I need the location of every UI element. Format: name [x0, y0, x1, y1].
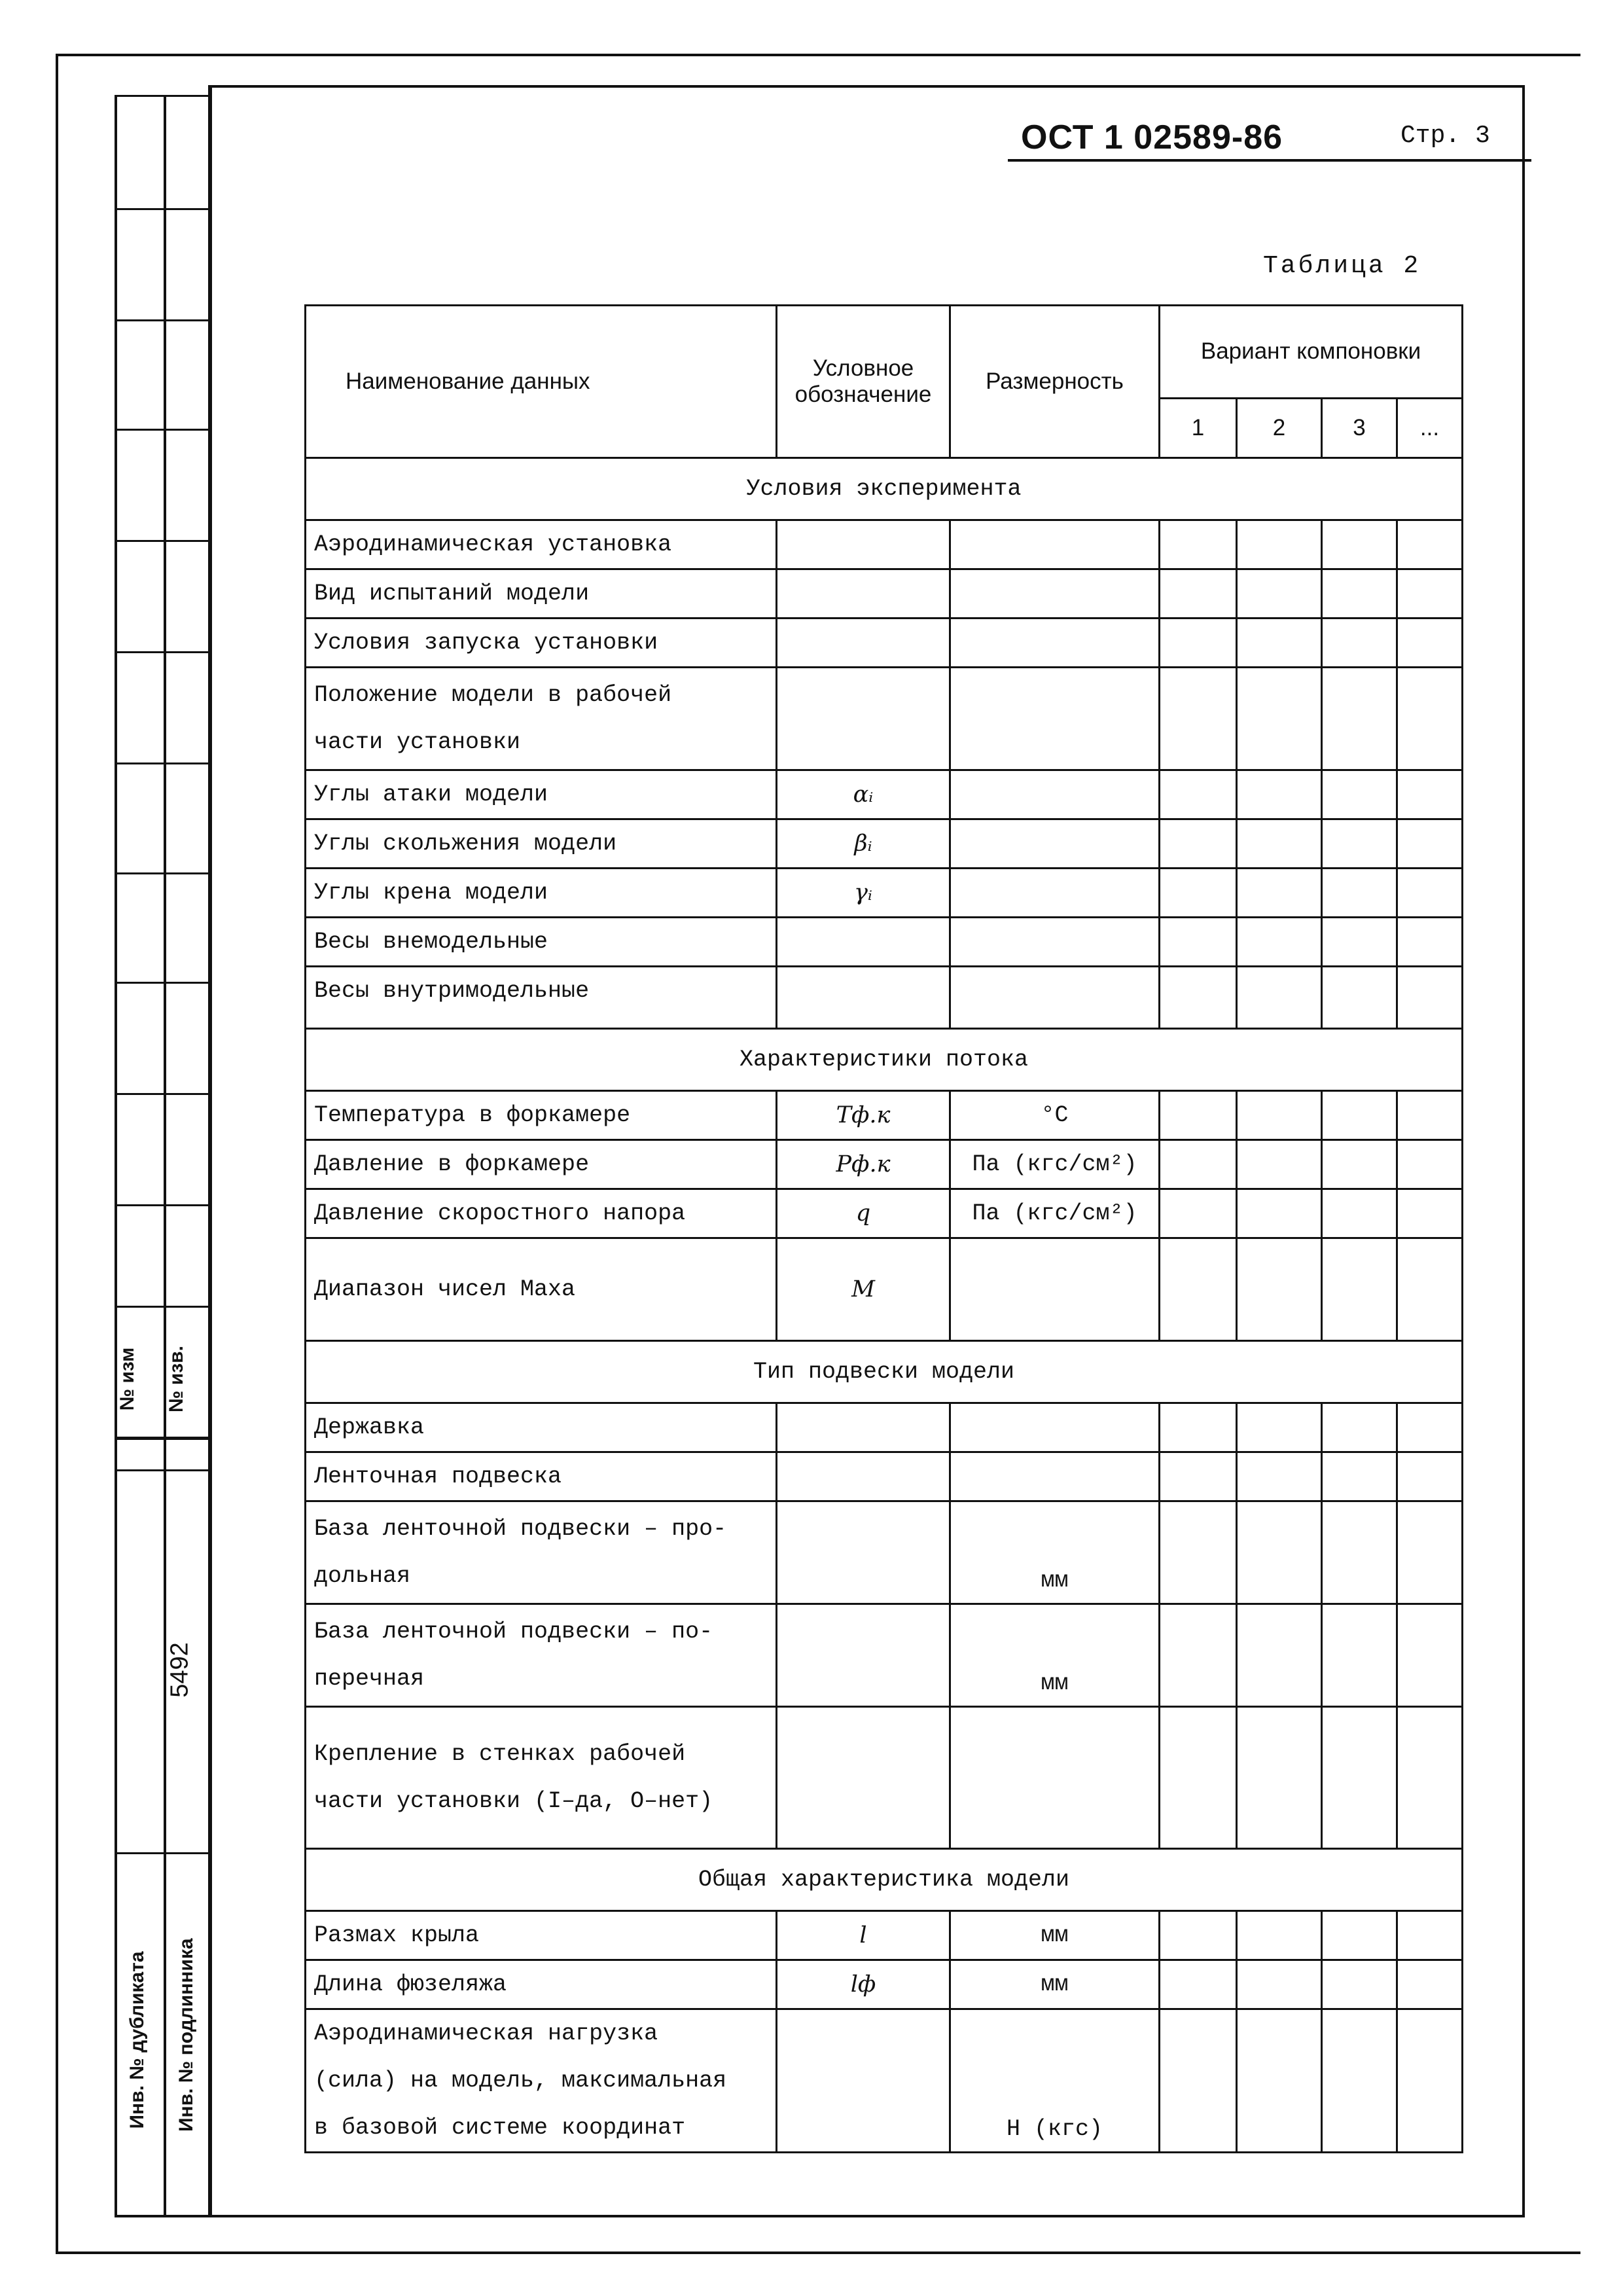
variant-cell[interactable]: [1237, 1238, 1322, 1341]
variant-cell[interactable]: [1237, 819, 1322, 869]
table-row: [306, 1707, 1463, 1849]
variant-cell[interactable]: [1322, 1501, 1397, 1604]
variant-cell[interactable]: [1397, 1238, 1463, 1341]
section-title: Общая характеристика модели: [306, 1849, 1463, 1911]
row-name: Ленточная подвеска: [306, 1452, 777, 1501]
row-dimension: мм: [950, 1911, 1160, 1960]
variant-cell[interactable]: [1397, 668, 1463, 770]
variant-cell[interactable]: [1237, 1452, 1322, 1501]
variant-cell[interactable]: [1397, 918, 1463, 967]
row-name: Положение модели в рабочей части установки: [306, 668, 777, 770]
row-symbol: [777, 668, 950, 770]
table-row: [306, 770, 1463, 819]
variant-cell[interactable]: [1397, 569, 1463, 619]
table-row: [306, 1238, 1463, 1341]
variant-cell[interactable]: [1322, 619, 1397, 668]
variant-cell[interactable]: [1397, 1091, 1463, 1140]
row-name: Температура в форкамере: [306, 1091, 777, 1140]
stamp-strip-top: [115, 95, 211, 97]
row-dimension: мм: [950, 1604, 1160, 1707]
variant-cell[interactable]: [1237, 1140, 1322, 1189]
stamp-divider: [115, 762, 211, 764]
variant-cell[interactable]: [1322, 1238, 1397, 1341]
row-symbol: [777, 1707, 950, 1849]
stamp-divider: [115, 1093, 211, 1095]
header-row: [306, 306, 1463, 399]
table-body: [306, 306, 1463, 2153]
table-row: [306, 1452, 1463, 1501]
stamp-strip-left: [115, 95, 117, 2215]
variant-cell[interactable]: [1397, 520, 1463, 569]
variant-cell[interactable]: [1322, 918, 1397, 967]
row-symbol: βᵢ: [777, 819, 950, 869]
variant-cell[interactable]: [1322, 1911, 1397, 1960]
row-name: Аэродинамическая установка: [306, 520, 777, 569]
variant-cell[interactable]: [1160, 619, 1237, 668]
section-row: [306, 1029, 1463, 1091]
variant-cell[interactable]: [1160, 1189, 1237, 1238]
variant-cell[interactable]: [1237, 2009, 1322, 2153]
row-dimension: мм: [950, 1501, 1160, 1604]
header-variant-2: 2: [1237, 398, 1322, 457]
row-symbol: q: [777, 1189, 950, 1238]
row-symbol: [777, 967, 950, 1029]
stamp-label-no-izm: № изм: [116, 1347, 138, 1411]
row-symbol: [777, 1403, 950, 1452]
variant-cell[interactable]: [1160, 1604, 1237, 1707]
header-name: Наименование данных: [306, 306, 777, 458]
variant-cell[interactable]: [1322, 1604, 1397, 1707]
row-dimension: [950, 1238, 1160, 1341]
variant-cell[interactable]: [1160, 1501, 1237, 1604]
variant-cell[interactable]: [1397, 869, 1463, 918]
row-symbol: [777, 1501, 950, 1604]
variant-cell[interactable]: [1322, 1140, 1397, 1189]
inner-frame-top: [209, 85, 1525, 88]
page-number: Стр. 3: [1400, 122, 1490, 150]
table-row: [306, 1403, 1463, 1452]
variant-cell[interactable]: [1397, 2009, 1463, 2153]
table-row: [306, 869, 1463, 918]
row-symbol: [777, 918, 950, 967]
variant-cell[interactable]: [1160, 2009, 1237, 2153]
row-name: Крепление в стенках рабочей части установки (I–да, О–нет): [306, 1707, 777, 1849]
variant-cell[interactable]: [1237, 1091, 1322, 1140]
header-symbol: Условное обозначение: [777, 306, 950, 458]
inner-frame-bottom: [115, 2215, 1525, 2217]
row-dimension: [950, 668, 1160, 770]
row-name: Весы внемодельные: [306, 918, 777, 967]
variant-cell[interactable]: [1237, 1501, 1322, 1604]
row-dimension: [950, 967, 1160, 1029]
variant-cell[interactable]: [1160, 1452, 1237, 1501]
row-name: База ленточной подвески – про- дольная: [306, 1501, 777, 1604]
section-title: Тип подвески модели: [306, 1341, 1463, 1403]
variant-cell[interactable]: [1322, 1189, 1397, 1238]
variant-cell[interactable]: [1237, 1403, 1322, 1452]
table-row: [306, 2009, 1463, 2153]
variant-cell[interactable]: [1397, 1604, 1463, 1707]
variant-cell[interactable]: [1237, 1911, 1322, 1960]
inner-frame-left: [208, 85, 212, 2216]
variant-cell[interactable]: [1397, 1403, 1463, 1452]
variant-cell[interactable]: [1397, 770, 1463, 819]
row-dimension: °C: [950, 1091, 1160, 1140]
variant-cell[interactable]: [1237, 1960, 1322, 2009]
row-symbol: γᵢ: [777, 869, 950, 918]
row-name: Размах крыла: [306, 1911, 777, 1960]
table-row: [306, 1501, 1463, 1604]
variant-cell[interactable]: [1397, 1140, 1463, 1189]
variant-cell[interactable]: [1322, 520, 1397, 569]
table-row: [306, 1189, 1463, 1238]
row-name: Державка: [306, 1403, 777, 1452]
stamp-label-inv-podlinnika: Инв. № подлинника: [175, 1938, 197, 2132]
data-table: [304, 304, 1463, 2153]
row-dimension: Па (кгс/см²): [950, 1140, 1160, 1189]
variant-cell[interactable]: [1322, 2009, 1397, 2153]
variant-cell[interactable]: [1397, 1707, 1463, 1849]
variant-cell[interactable]: [1322, 967, 1397, 1029]
variant-cell[interactable]: [1237, 869, 1322, 918]
stamp-divider: [115, 1852, 211, 1854]
variant-cell[interactable]: [1160, 869, 1237, 918]
variant-cell[interactable]: [1397, 1960, 1463, 2009]
row-symbol: [777, 1452, 950, 1501]
inner-frame-right: [1522, 85, 1525, 2216]
variant-cell[interactable]: [1397, 619, 1463, 668]
row-symbol: αᵢ: [777, 770, 950, 819]
row-name: Вид испытаний модели: [306, 569, 777, 619]
row-dimension: [950, 1403, 1160, 1452]
row-dimension: [950, 1707, 1160, 1849]
row-name: Весы внутримодельные: [306, 967, 777, 1029]
row-name: Условия запуска установки: [306, 619, 777, 668]
variant-cell[interactable]: [1322, 1403, 1397, 1452]
variant-cell[interactable]: [1322, 1091, 1397, 1140]
row-dimension: [950, 619, 1160, 668]
row-dimension: Па (кгс/см²): [950, 1189, 1160, 1238]
document-code: ОСТ 1 02589-86: [1021, 118, 1283, 156]
table-row: [306, 1091, 1463, 1140]
row-dimension: [950, 569, 1160, 619]
variant-cell[interactable]: [1160, 1403, 1237, 1452]
section-row: [306, 1849, 1463, 1911]
variant-cell[interactable]: [1160, 819, 1237, 869]
variant-cell[interactable]: [1237, 520, 1322, 569]
section-title: Условия эксперимента: [306, 458, 1463, 520]
row-symbol: Pф.к: [777, 1140, 950, 1189]
section-title: Характеристики потока: [306, 1029, 1463, 1091]
table-row: [306, 819, 1463, 869]
table-row: [306, 1911, 1463, 1960]
variant-cell[interactable]: [1322, 1960, 1397, 2009]
row-dimension: Н (кгс): [950, 2009, 1160, 2153]
table-row: [306, 668, 1463, 770]
variant-cell[interactable]: [1322, 819, 1397, 869]
outer-frame-bottom: [56, 2251, 1580, 2254]
table-caption: Таблица 2: [1263, 252, 1421, 280]
variant-cell[interactable]: [1237, 1189, 1322, 1238]
stamp-divider: [115, 429, 211, 431]
stamp-divider: [115, 1306, 211, 1308]
variant-cell[interactable]: [1160, 1707, 1237, 1849]
variant-cell[interactable]: [1237, 1707, 1322, 1849]
stamp-divider: [115, 208, 211, 210]
row-name: База ленточной подвески – по- перечная: [306, 1604, 777, 1707]
variant-cell[interactable]: [1160, 520, 1237, 569]
table-row: [306, 1960, 1463, 2009]
row-dimension: [950, 869, 1160, 918]
row-symbol: Tф.к: [777, 1091, 950, 1140]
stamp-divider: [115, 1437, 211, 1440]
row-symbol: [777, 619, 950, 668]
outer-frame-left: [56, 54, 58, 2253]
variant-cell[interactable]: [1160, 1091, 1237, 1140]
stamp-divider: [115, 319, 211, 321]
stamp-divider: [115, 540, 211, 542]
table-row: [306, 1604, 1463, 1707]
header-underline: [1008, 159, 1531, 162]
variant-cell[interactable]: [1322, 770, 1397, 819]
row-symbol: [777, 2009, 950, 2153]
section-row: [306, 458, 1463, 520]
row-name: Углы атаки модели: [306, 770, 777, 819]
variant-cell[interactable]: [1397, 819, 1463, 869]
header-variant-1: 1: [1160, 398, 1237, 457]
variant-cell[interactable]: [1397, 967, 1463, 1029]
row-dimension: [950, 918, 1160, 967]
variant-cell[interactable]: [1160, 668, 1237, 770]
variant-cell[interactable]: [1322, 1452, 1397, 1501]
stamp-label-inv-dublikata: Инв. № дубликата: [126, 1951, 148, 2129]
variant-cell[interactable]: [1397, 1911, 1463, 1960]
variant-cell[interactable]: [1160, 1140, 1237, 1189]
row-name: Диапазон чисел Маха: [306, 1238, 777, 1341]
stamp-label-no-izv: № изв.: [166, 1346, 187, 1412]
variant-cell[interactable]: [1397, 1452, 1463, 1501]
header-dimension: Размерность: [950, 306, 1160, 458]
table-row: [306, 569, 1463, 619]
variant-cell[interactable]: [1322, 668, 1397, 770]
row-name: Давление скоростного напора: [306, 1189, 777, 1238]
stamp-divider: [115, 982, 211, 984]
stamp-number: 5492: [166, 1642, 194, 1698]
row-symbol: l: [777, 1911, 950, 1960]
table-row: [306, 967, 1463, 1029]
stamp-strip-mid: [164, 95, 166, 2215]
variant-cell[interactable]: [1160, 1911, 1237, 1960]
section-row: [306, 1341, 1463, 1403]
stamp-divider: [115, 1469, 211, 1471]
variant-cell[interactable]: [1397, 1189, 1463, 1238]
stamp-divider: [115, 651, 211, 653]
variant-cell[interactable]: [1237, 569, 1322, 619]
row-symbol: [777, 520, 950, 569]
stamp-divider: [115, 1204, 211, 1206]
header-variant-more: ...: [1397, 398, 1463, 457]
variant-cell[interactable]: [1160, 967, 1237, 1029]
row-name: Углы скольжения модели: [306, 819, 777, 869]
row-dimension: [950, 1452, 1160, 1501]
header-variant: Вариант компоновки: [1160, 306, 1463, 399]
variant-cell[interactable]: [1237, 668, 1322, 770]
variant-cell[interactable]: [1160, 1960, 1237, 2009]
row-name: Длина фюзеляжа: [306, 1960, 777, 2009]
row-name: Аэродинамическая нагрузка (сила) на модель, максимальная в базовой системе координат: [306, 2009, 777, 2153]
stamp-divider: [115, 872, 211, 874]
table-row: [306, 619, 1463, 668]
row-symbol: lф: [777, 1960, 950, 2009]
header-variant-3: 3: [1322, 398, 1397, 457]
row-symbol: M: [777, 1238, 950, 1341]
variant-cell[interactable]: [1322, 569, 1397, 619]
variant-cell[interactable]: [1237, 918, 1322, 967]
row-symbol: [777, 1604, 950, 1707]
table-row: [306, 1140, 1463, 1189]
row-name: Давление в форкамере: [306, 1140, 777, 1189]
variant-cell[interactable]: [1237, 967, 1322, 1029]
row-dimension: [950, 770, 1160, 819]
outer-frame-top: [56, 54, 1580, 56]
variant-cell[interactable]: [1160, 770, 1237, 819]
row-dimension: [950, 819, 1160, 869]
variant-cell[interactable]: [1237, 770, 1322, 819]
table-row: [306, 520, 1463, 569]
variant-cell[interactable]: [1160, 569, 1237, 619]
variant-cell[interactable]: [1160, 918, 1237, 967]
variant-cell[interactable]: [1322, 1707, 1397, 1849]
row-dimension: [950, 520, 1160, 569]
variant-cell[interactable]: [1237, 1604, 1322, 1707]
variant-cell[interactable]: [1322, 869, 1397, 918]
row-symbol: [777, 569, 950, 619]
row-dimension: мм: [950, 1960, 1160, 2009]
table-row: [306, 918, 1463, 967]
variant-cell[interactable]: [1160, 1238, 1237, 1341]
row-name: Углы крена модели: [306, 869, 777, 918]
variant-cell[interactable]: [1397, 1501, 1463, 1604]
variant-cell[interactable]: [1237, 619, 1322, 668]
